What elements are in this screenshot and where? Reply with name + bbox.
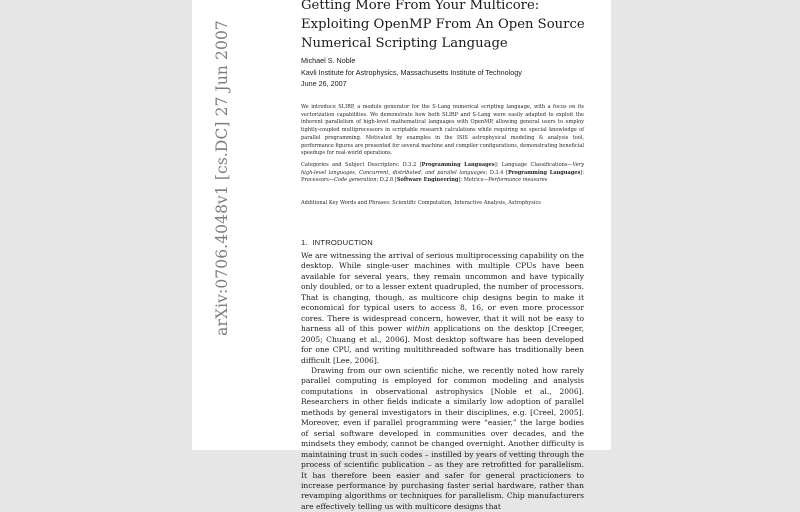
emphasis-text: within bbox=[405, 324, 430, 334]
categories-text: ]: Processors— bbox=[301, 169, 584, 184]
section-heading bbox=[301, 238, 373, 247]
introduction-body bbox=[301, 251, 584, 512]
categories-lead: Categories and Subject Descriptors: D.3.2 [ bbox=[301, 162, 422, 168]
author-affiliation: Kavli Institute for Astrophysics, Massachusetts Institute of Technology bbox=[301, 67, 522, 77]
paragraph-text: We are witnessing the arrival of serious multiprocessing capability on the desktop. While single-user machines with multiple CPUs have been available for several years, they remain uncommon and have typically only doubled, or to a lesser extent quadrupled, the number of processors. That is changing, though, as multicore chip designs begin to make it economical for typical users to access 8, 16, or even more processor cores. There is widespread concern, however, that it will not be easy to harness all of this power bbox=[301, 251, 584, 334]
categories-text: ; D.3.4 [ bbox=[485, 169, 508, 176]
category-descriptor: Very high-level languages, Concurrent, distributed, and parallel languages bbox=[301, 162, 584, 176]
section-number: 1. bbox=[301, 238, 308, 247]
publication-date: June 26, 2007 bbox=[301, 79, 347, 88]
category-name: Software Engineering bbox=[396, 177, 459, 184]
categories-text: ; D.2.8 [ bbox=[376, 177, 397, 184]
abstract: We introduce SLIRP, a module generator for the S-Lang numerical scripting language, with a focus on its vectorization capabilities. We demonstrate how both SLIRP and S-Lang were easily adapted to exploit the inherent parallelism of high-level mathematical languages with OpenMP, allowing general users to employ tightly-coupled multiprocessors in scriptable research calculations while requiring no special knowledge of parallel programming. Motivated by examples in the ISIS astrophysical modeling & analysis tool, performance figures are presented for several machine and compiler configurations, demonstrating beneficial speedups for real-world operations. bbox=[301, 104, 584, 157]
subject-categories bbox=[301, 162, 584, 185]
arxiv-stamp bbox=[208, 20, 236, 336]
author-block bbox=[301, 55, 601, 90]
categories-text: ]: Metrics— bbox=[458, 177, 489, 184]
paragraph bbox=[301, 251, 584, 366]
section-title: INTRODUCTION bbox=[312, 238, 373, 247]
category-descriptor: Code generation bbox=[333, 177, 377, 184]
paragraph: Drawing from our own scientific niche, we recently noted how rarely parallel computing is employed for common modeling and analysis computations in observational astrophysics [Noble et al., 2006]. Researchers in other fields indicate a similarly low adoption of parallel methods by general investigators in their disciplines, e.g. [Creel, 2005]. Moreover, even if parallel programming were “easier,” the large bodies of serial software developed in communities over decades, and the mindsets they embody, cannot be changed overnight. Another difficulty is maintaining trust in such codes – instilled by years of vetting through the process of scientific publication – as they are retrofitted for parallelism. It has therefore been easier and safer for general practicioners to increase performance by purchasing faster serial hardware, rather than revamping algorithms or techniques for parallelism. Chip manufacturers are effectively telling us with multicore designs that bbox=[301, 365, 584, 511]
category-descriptor: Performance measures bbox=[488, 177, 548, 184]
paragraph-text: applications on the desktop [Creeger, 2005; Chuang et al., 2006]. Most desktop software has been developed for one CPU, and writing multithreaded software has traditionally been difficult [Lee, 2006]. bbox=[301, 324, 584, 365]
categories-text: ]: Language Classifications— bbox=[494, 162, 573, 168]
paper-title: Getting More From Your Multicore: Exploiting OpenMP From An Open Source Numerical Scripting Language bbox=[301, 0, 585, 51]
category-name: Programming Languages bbox=[507, 169, 581, 176]
arxiv-id-text: arXiv:0706.4048v1 [cs.DC] 27 Jun 2007 bbox=[213, 20, 231, 336]
category-name: Programming Languages bbox=[421, 162, 495, 168]
author-name: Michael S. Noble bbox=[301, 56, 356, 65]
keywords: Additional Key Words and Phrases: Scientific Computation, Interactive Analysis, Astrophysics bbox=[301, 200, 541, 206]
